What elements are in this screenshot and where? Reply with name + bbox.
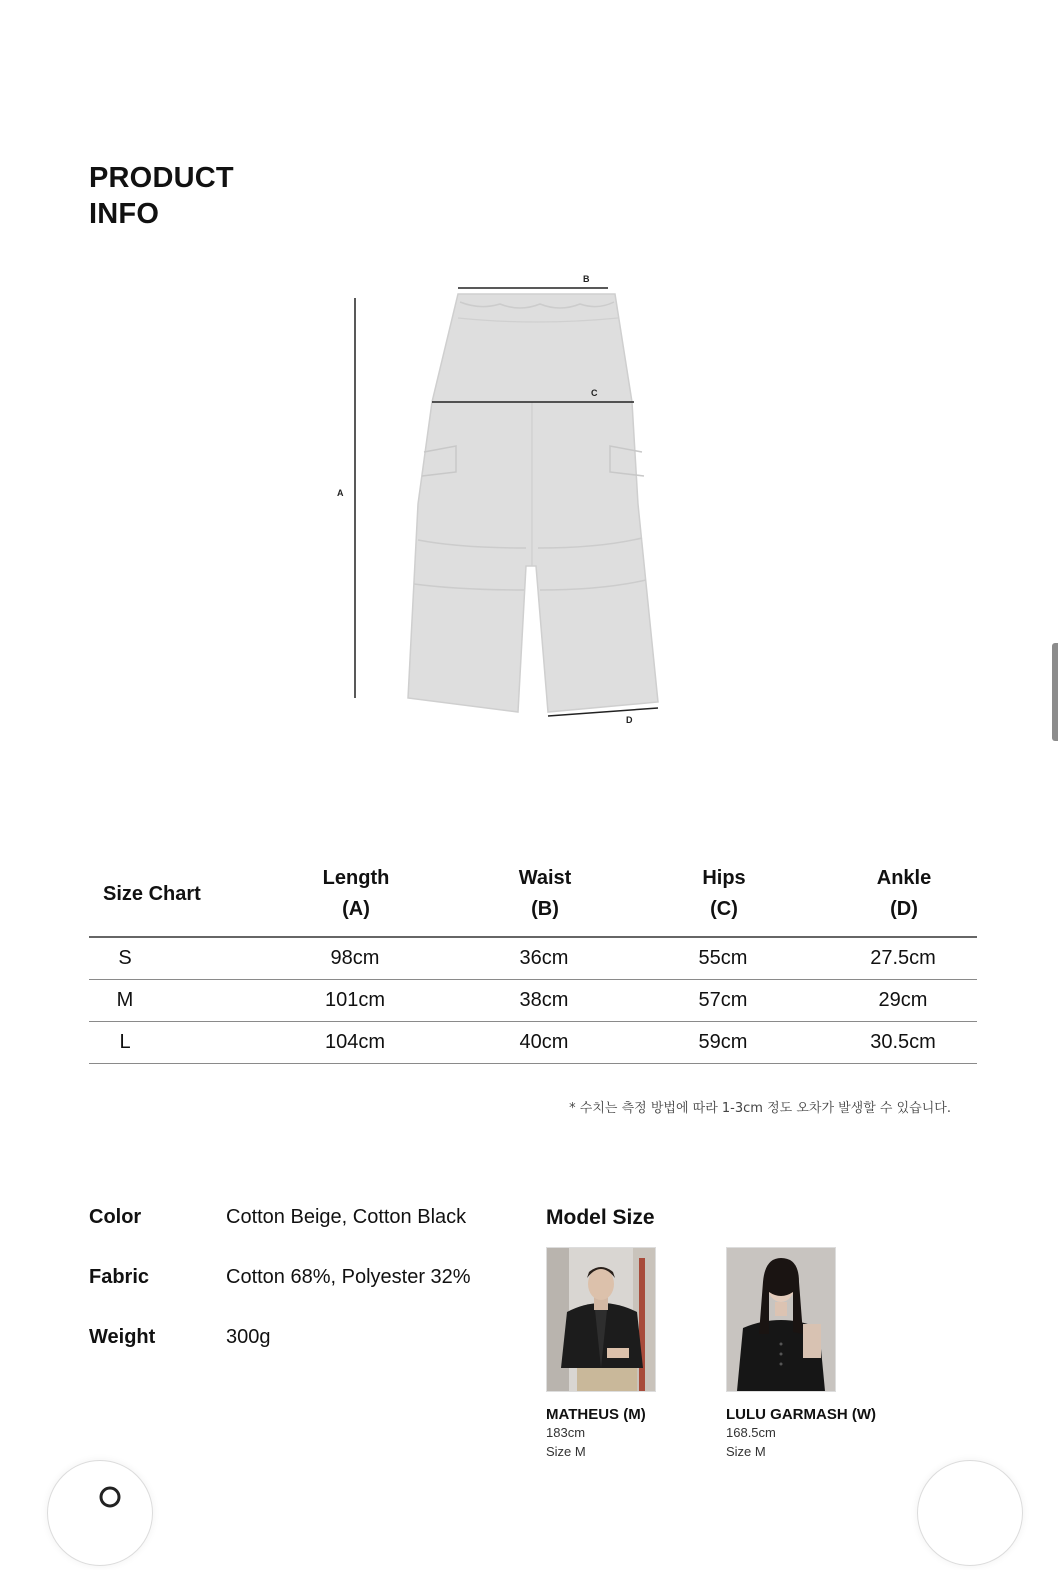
waist-cell: 40cm [519,1031,569,1053]
spec-value-weight: 300g [226,1326,271,1348]
header-hips [605,863,843,925]
model-height-lulu: 168.5cm [726,1425,776,1440]
spec-value-color: Cotton Beige, Cotton Black [226,1206,467,1228]
label-d: D [626,715,633,725]
model-name-lulu: LULU GARMASH (W) [726,1406,876,1423]
pants-illustration [408,294,658,712]
label-a: A [337,488,344,498]
pants-measurement-diagram [320,266,700,736]
scrollbar-thumb[interactable] [1052,643,1058,741]
pants-shape [408,294,658,712]
floating-action-button-left[interactable] [47,1460,153,1566]
header-length [227,863,485,925]
header-ankle-code: (D) [890,898,918,920]
ankle-cell: 30.5cm [870,1031,936,1053]
model-card-lulu [726,1247,896,1461]
ankle-cell: 27.5cm [870,947,936,969]
length-cell: 98cm [330,947,380,969]
model-size-lulu: Size M [726,1444,766,1459]
waist-cell: 38cm [519,989,569,1011]
product-info-title-line2: INFO [89,198,160,230]
product-info-title-line1: PRODUCT [89,162,234,194]
model-size-matheus: Size M [546,1444,586,1459]
model-photo-lulu [726,1247,836,1392]
spec-label-weight: Weight [89,1326,156,1348]
header-hips-name: Hips [702,867,746,889]
measurement-note: * 수치는 측정 방법에 따라 1-3cm 정도 오차가 발생할 수 있습니다. [569,1101,951,1116]
product-info-title [89,160,234,232]
length-cell: 101cm [324,989,386,1011]
floating-action-button-right[interactable] [917,1460,1023,1566]
header-waist-code: (B) [531,898,559,920]
spec-label-color: Color [89,1206,142,1228]
hips-cell: 55cm [698,947,748,969]
size-chart-header [89,852,977,938]
spec-value-fabric: Cotton 68%, Polyester 32% [226,1266,471,1288]
table-row [89,980,977,1022]
table-row [89,1022,977,1064]
user-icon [48,1461,152,1565]
size-cell: S [118,947,132,969]
table-row [89,938,977,980]
size-cell: M [116,989,134,1011]
size-chart-table [89,852,977,1064]
size-cell: L [119,1031,131,1053]
waist-cell: 36cm [519,947,569,969]
spec-label-fabric: Fabric [89,1266,150,1288]
size-chart-label: Size Chart [103,882,201,905]
header-length-name: Length [322,867,390,889]
header-waist [485,863,605,925]
header-ankle [843,863,965,925]
header-ankle-name: Ankle [876,867,932,889]
header-length-code: (A) [342,898,370,920]
ankle-cell: 29cm [878,989,928,1011]
hips-cell: 59cm [698,1031,748,1053]
model-photo-lulu-image [727,1248,835,1391]
label-c: C [591,388,598,398]
length-cell: 104cm [324,1031,386,1053]
model-photo-matheus [546,1247,656,1392]
model-name-matheus: MATHEUS (M) [546,1406,646,1423]
hips-cell: 57cm [698,989,748,1011]
label-b: B [583,274,590,284]
header-waist-name: Waist [518,867,572,889]
model-height-matheus: 183cm [546,1425,586,1440]
header-hips-code: (C) [710,898,738,920]
model-photo-matheus-image [547,1248,655,1391]
model-size-title: Model Size [546,1206,655,1229]
model-card-matheus [546,1247,716,1461]
